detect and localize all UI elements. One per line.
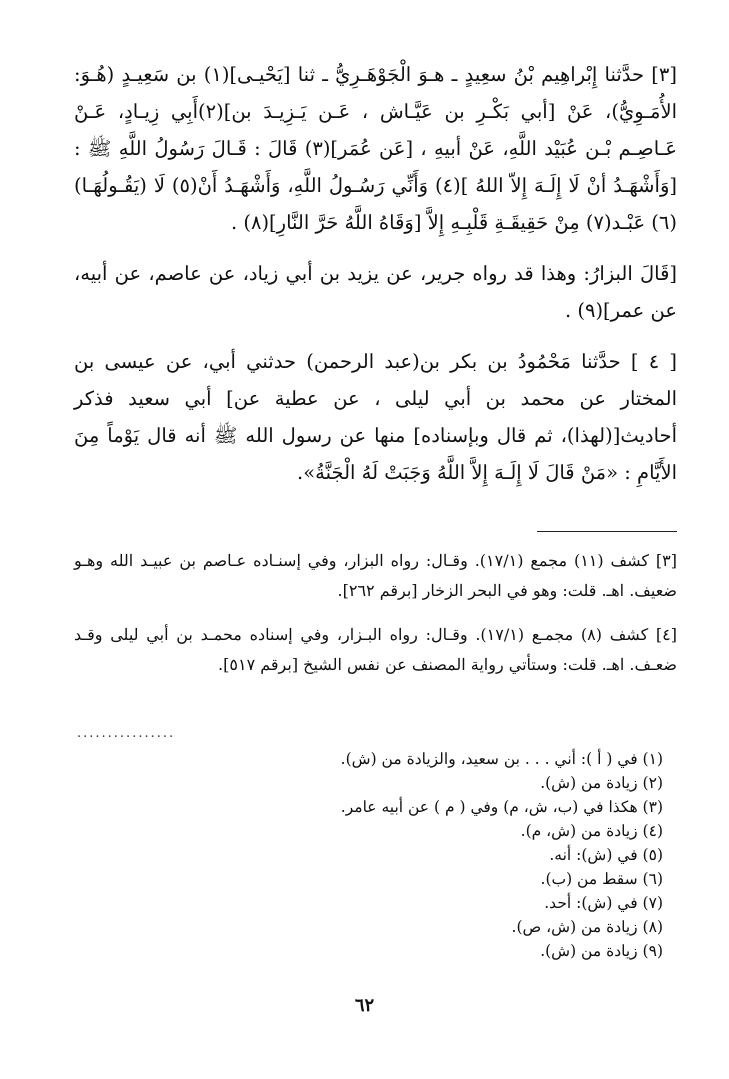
source-4: [٤] كشف (٨) مجمـع (١٧/١). وقـال: رواه البـزار، وفي إسناده محمـد بن أبي ليلى وقـد ضعـف. اهـ. قلت: وستأتي رواية المصنف عن نفس الشيخ [برقم ٥١٧]. <box>74 625 678 674</box>
hadith-3: [٣] حدَّثنا إِبْراهِيم بْنُ سعِيدٍ ـ هـوَ الْجَوْهَـرِيُّ ـ ثنا [يَحْيـى](١) بن سَعِيـدٍ (هُـوَ: الأُمَـوِيُّ)، عَنْ [أبي بَكْـرِ بن عَيَّـاش ، عَـن يَـزِيـدَ بن](٢)أَبِي زِيـادٍ، عَـنْ عَـاصِـم بْـن عُبَيْد اللَّهِ، عَنْ أبيهِ ، [عَن عُمَر](٣) قَالَ : قَـالَ رَسُولُ اللَّهِ ﷺ : [وَأَشْهَـدُ أنْ لَا إِلَـهَ إِلاّ اللهُ ](٤) وَأَنِّي رَسُـولُ اللَّهِ، وَأَشْهَـدُ أَنْ(٥) لَا (يَقُـولُهَـا)(٦) عَبْـد(٧) مِنْ حَقِيقَـةِ قَلْبِـهِ إِلاَّ [وَقَاهُ اللَّهُ حَرَّ النَّارِ](٨) . <box>74 63 677 234</box>
main-text <box>74 56 677 491</box>
footnote: (٩) زيادة من (ش). <box>540 942 663 960</box>
footnote: (٤) زيادة من (ش، م). <box>520 822 663 840</box>
footnote: (٣) هكذا في (ب، ش، م) وفي ( م ) عن أبيه عامر. <box>340 798 663 816</box>
footnote: (١) في ( أ ): أني . . . بن سعيد، والزيادة من (ش). <box>340 750 663 768</box>
hadith-4: [ ٤ ] حدَّثنا مَحْمُودُ بن بكر بن(عبد الرحمن) حدثني أبي، عن عيسى بن المختار عن محمد بن أبي ليلى ، عن عطية عن] أبي سعيد فذكر أحاديث[(لهذا)، ثم قال وبإسناده] منها عن رسول الله ﷺ أنه قال يَوْماً مِنَ الأَيَّامِ : «مَنْ قَالَ لَا إِلَـهَ إِلاَّ اللَّهُ وَجَبَتْ لَهُ الْجَنَّةُ». <box>74 350 677 484</box>
footnote: (٥) في (ش): أنه. <box>549 846 663 864</box>
page-number: ٦٢ <box>354 995 375 1016</box>
footnote: (٧) في (ش): أحد. <box>544 894 663 912</box>
footnotes-list <box>74 747 677 963</box>
footnote: (٢) زيادة من (ش). <box>540 774 663 792</box>
footnote: (٨) زيادة من (ش، ص). <box>511 918 663 936</box>
footnote: (٦) سقط من (ب). <box>540 870 663 888</box>
source-3: [٣] كشف (١١) مجمع (١٧/١). وقـال: رواه البزار، وفي إسنـاده عـاصم بن عبيـد الله وهـو ضعيف. اهـ. قلت: وهو في البحر الزخار [برقم ٢٦٢]. <box>74 551 677 600</box>
dotted-separator: ................ <box>77 726 176 741</box>
divider-line <box>537 531 677 532</box>
bazzar-note: [قَالَ البزارُ: وهذا قد رواه جرير، عن يزيد بن أبي زياد، عن عاصم، عن أبيه، عن عمر](٩) . <box>74 262 677 322</box>
sources-block <box>74 546 677 680</box>
